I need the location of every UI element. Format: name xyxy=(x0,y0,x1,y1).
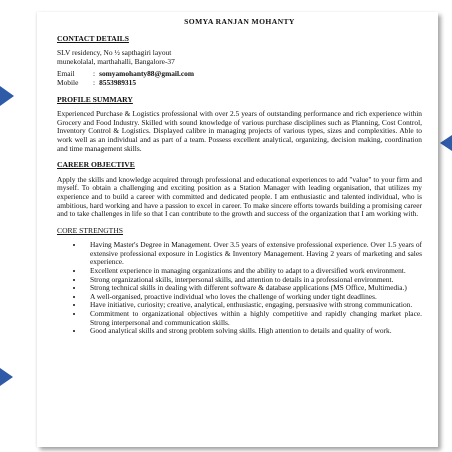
list-item: • Strong technical skills in dealing with different software & database applications (MS Office, Multimedia.) xyxy=(84,284,422,293)
list-item: • Having Master's Degree in Management. Over 3.5 years of extensive professional experience. Over 1.5 years of extensive professional exposure in Logistics & Inventory Management. Having 2 years of marketing and sales experience. xyxy=(84,241,422,267)
strengths-list xyxy=(57,241,422,336)
email-separator: : xyxy=(93,69,96,79)
profile-section xyxy=(57,96,422,154)
strengths-heading: CORE STRENGTHS xyxy=(57,225,124,235)
address-line-1: SLV residency, No ½ sapthagiri layout xyxy=(57,48,172,58)
objective-text: Apply the skills and knowledge acquired through professional and educational experiences to add "value" to your firm and myself. To obtain a challenging and exciting position as a Station Manager with leading organisation, that utilizes my experience and to build a career with committed and dedicated people. I am enthusiastic and talented individual, who is ambitious, hard working and have a passion to excel in career. To make sincere efforts towards building a promising career and to take challenges in life so that I can contribute to the growth and success of the organization that I am working with. xyxy=(57,174,422,219)
email-value[interactable]: somyamohanty88@gmail.com xyxy=(99,69,195,79)
list-item: • Commitment to organizational objectives within a highly competitive and rapidly changing market place. Strong interpersonal and communication skills. xyxy=(84,310,422,327)
mobile-row xyxy=(57,79,422,88)
page-edge-marker xyxy=(0,86,14,106)
email-label: Email xyxy=(57,69,75,79)
page-edge-marker xyxy=(440,135,452,151)
strengths-section xyxy=(57,227,422,336)
profile-heading: PROFILE SUMMARY xyxy=(57,94,133,104)
resume-page xyxy=(37,12,438,447)
page-edge-marker xyxy=(0,368,13,386)
contact-section xyxy=(57,35,422,88)
mobile-separator: : xyxy=(93,77,96,87)
candidate-name: SOMYA RANJAN MOHANTY xyxy=(184,17,295,26)
list-item: • A well-organised, proactive individual who loves the challenge of working under tight deadlines. xyxy=(84,293,422,302)
objective-section xyxy=(57,161,422,219)
address-line-2: munekolalal, marthahalli, Bangalore-37 xyxy=(57,56,175,66)
mobile-value: 8553989315 xyxy=(99,77,137,87)
list-item: • Excellent experience in managing organizations and the ability to adapt to a diversified work environment. xyxy=(84,267,422,276)
list-item: • Strong organizational skills, interpersonal skills, and attention to details in a professional environment. xyxy=(84,276,422,285)
objective-heading: CAREER OBJECTIVE xyxy=(57,160,135,170)
list-item: • Have initiative, curiosity; creative, analytical, enthusiastic, engaging, persuasive with strong communication. xyxy=(84,301,422,310)
contact-heading: CONTACT DETAILS xyxy=(57,33,129,43)
mobile-label: Mobile xyxy=(57,77,79,87)
resume-content xyxy=(57,18,422,336)
profile-text: Experienced Purchase & Logistics professional with over 2.5 years of outstanding performance and rich experience within Grocery and Food Industry. Skilled with sound knowledge of various purchase disciplines such as Planning, Cost Control, Inventory Control & Logistics. Displayed calibre in managing projects of various types, sizes and complexities. Able to work well as an individual and as part of a team. Possess excellent analytical, organizing, decision making, coordination and time management skills. xyxy=(57,109,422,153)
list-item: • Good analytical skills and strong problem solving skills. High attention to details and quality of work. xyxy=(84,327,422,336)
